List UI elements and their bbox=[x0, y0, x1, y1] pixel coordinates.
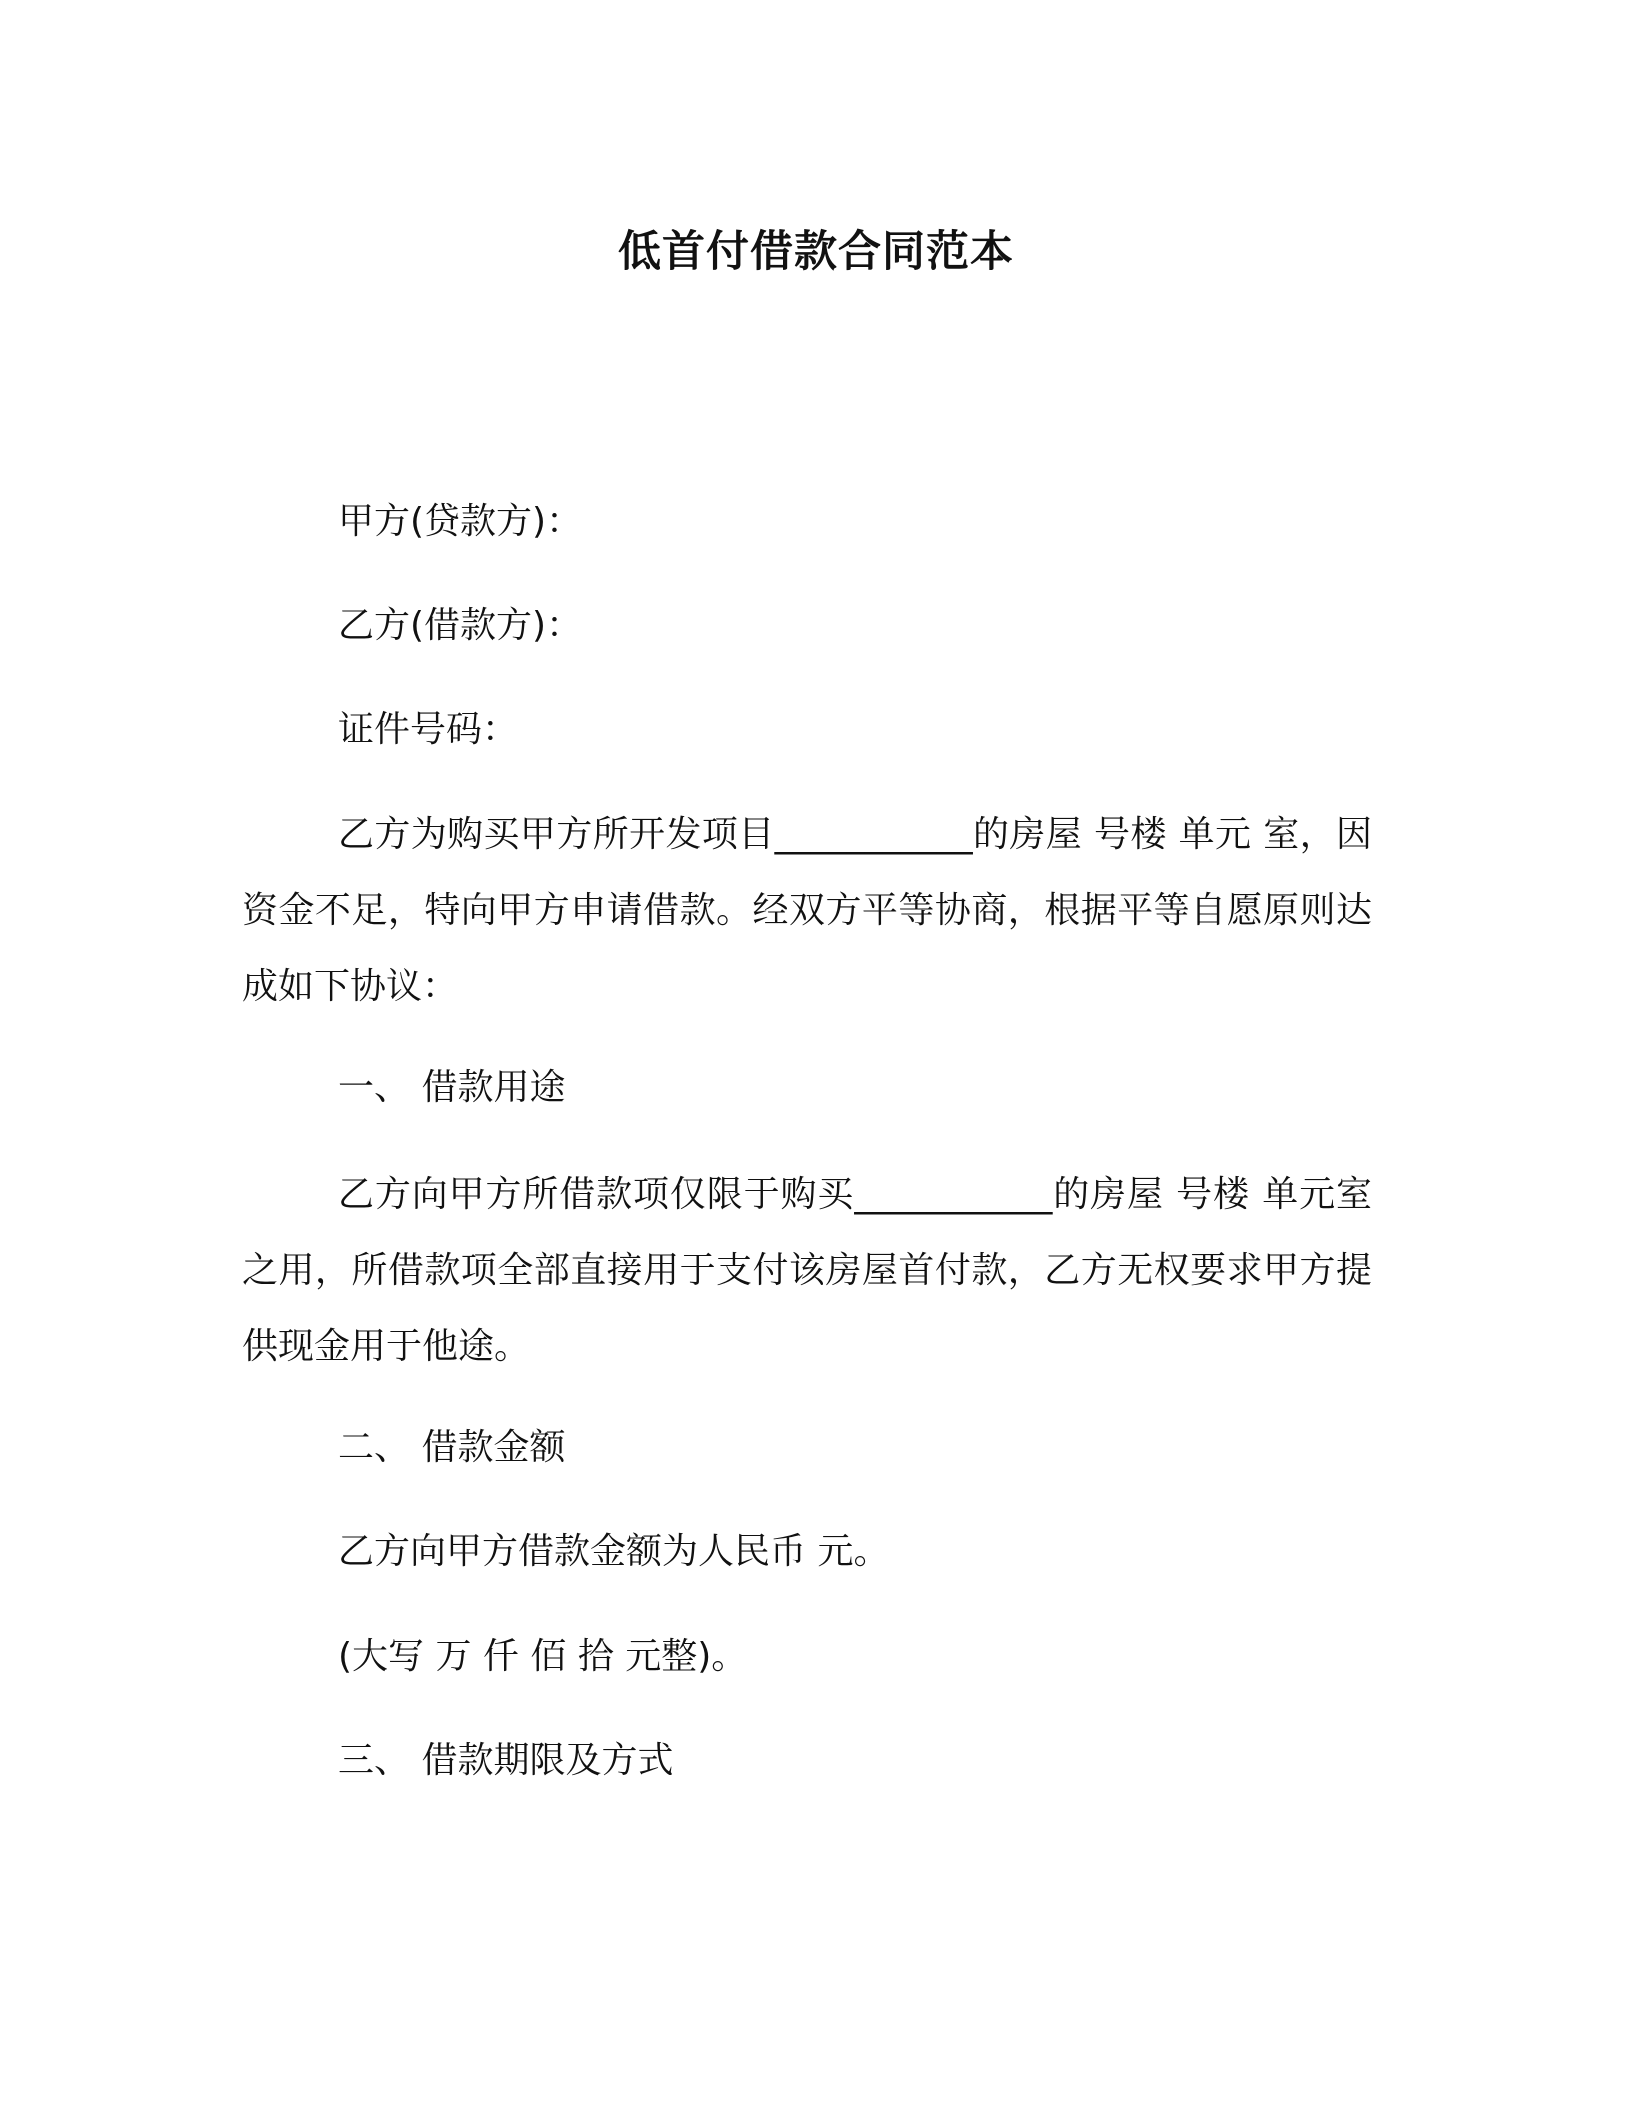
intro-paragraph: 乙方为购买甲方所开发项目___________的房屋 号楼 单元 室，因资金不足，特向甲方申请借款。经双方平等协商，根据平等自愿原则达成如下协议： bbox=[242, 814, 1372, 1007]
section-2-heading: 二、 借款金额 bbox=[338, 1427, 566, 1468]
section-2-amount-line: 乙方向甲方借款金额为人民币 元。 bbox=[338, 1531, 890, 1572]
document-title: 低首付借款合同范本 bbox=[618, 227, 1014, 277]
id-number-label: 证件号码： bbox=[338, 709, 519, 750]
party-a-label: 甲方(贷款方)： bbox=[338, 501, 583, 542]
section-1-body: 乙方向甲方所借款项仅限于购买___________的房屋 号楼 单元室之用，所借款项全部直接用于支付该房屋首付款，乙方无权要求甲方提供现金用于他途。 bbox=[242, 1174, 1372, 1367]
party-b-label: 乙方(借款方)： bbox=[338, 605, 583, 646]
section-1-heading: 一、 借款用途 bbox=[338, 1067, 566, 1108]
section-3-heading: 三、 借款期限及方式 bbox=[338, 1740, 674, 1781]
section-2-amount-in-words: (大写 万 仟 佰 拾 元整)。 bbox=[338, 1636, 748, 1677]
